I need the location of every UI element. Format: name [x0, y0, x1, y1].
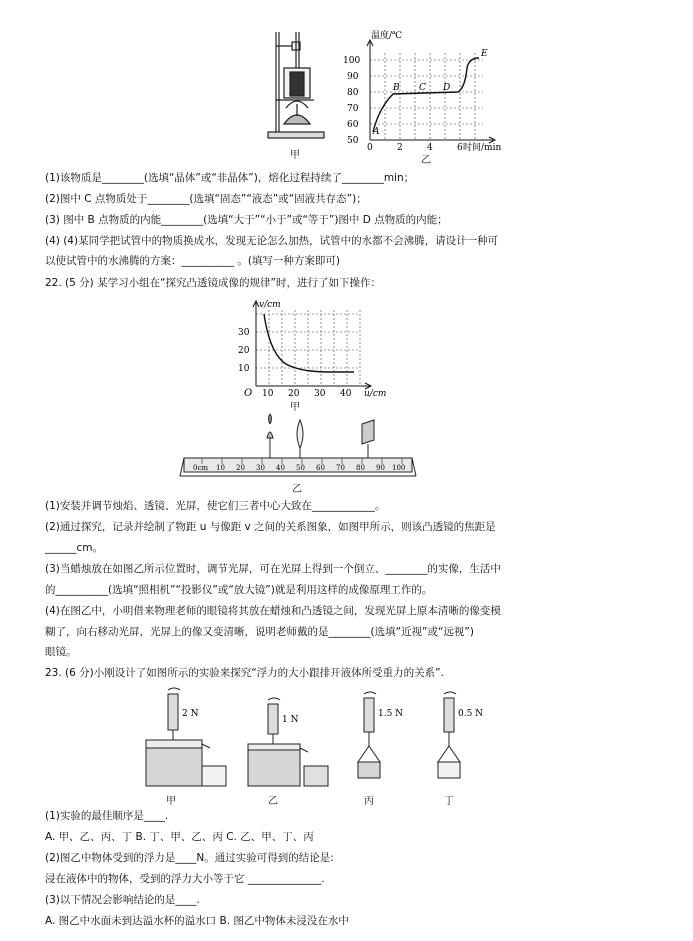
force-label-yi: 1 N	[282, 715, 299, 725]
bench-tick-0: 0cm	[193, 464, 209, 472]
fig-label-jia: 甲	[166, 796, 176, 807]
graph-label-jia: 甲	[290, 402, 300, 413]
xtick-2: 2	[397, 143, 403, 153]
temperature-graph-svg	[343, 28, 513, 153]
q23-line-4: 浸在液体中的物体，受到的浮力大小等于它 ______________.	[45, 873, 325, 885]
ytick-80: 80	[347, 88, 359, 98]
uv-graph-svg	[230, 298, 395, 400]
v-axis-label: v/cm	[259, 300, 281, 310]
ytick-100: 100	[343, 56, 361, 66]
q23-line-6: A. 图乙中水面未到达溢水杯的溢水口 B. 图乙中物体未浸没在水中	[45, 915, 349, 927]
uv-graph	[230, 298, 395, 413]
q22-line-8: 眼镜。	[45, 646, 77, 658]
q21-line-5: 以使试管中的水沸腾的方案：__________ 。(填写一种方案即可)	[45, 255, 341, 267]
time-axis-label: 时间/min	[463, 143, 502, 153]
u-tick-30: 30	[314, 389, 326, 399]
q23-line-5: (3)以下情况会影响结论的是____.	[45, 894, 200, 906]
force-label-bing: 1.5 N	[378, 709, 404, 719]
fig-label-yi: 乙	[268, 796, 278, 807]
q23-line-1: (1)实验的最佳顺序是____.	[45, 810, 169, 822]
bench-tick-10: 10	[216, 464, 225, 472]
bench-label-yi: 乙	[292, 484, 302, 495]
bench-tick-50: 50	[296, 464, 305, 472]
point-a: A	[373, 127, 380, 137]
xtick-4: 4	[427, 143, 433, 153]
bench-tick-100: 100	[392, 464, 406, 472]
q22-line-2: (2)通过探究，记录并绘制了物距 u 与像距 v 之间的关系图象，如图甲所示，则该凸透镜的焦距是	[45, 521, 496, 533]
point-b: B	[393, 83, 400, 93]
optical-bench-svg	[178, 412, 418, 482]
q22-line-5: 的__________(选填“照相机”“投影仪”或“放大镜”)就是利用这样的成像原理工作的。	[45, 584, 433, 596]
v-tick-10: 10	[238, 364, 250, 374]
v-tick-30: 30	[238, 328, 250, 338]
q22-title: 22. (5 分) 某学习小组在“探究凸透镜成像的规律”时，进行了如下操作：	[45, 277, 381, 289]
u-tick-10: 10	[262, 389, 274, 399]
xtick-6: 6	[457, 143, 463, 153]
point-d: D	[443, 83, 451, 93]
ytick-60: 60	[347, 120, 359, 130]
bench-tick-20: 20	[236, 464, 245, 472]
force-label-ding: 0.5 N	[458, 709, 484, 719]
optical-bench-figure	[178, 412, 418, 494]
point-c: C	[419, 83, 426, 93]
bench-tick-60: 60	[316, 464, 325, 472]
u-tick-20: 20	[288, 389, 300, 399]
q21-line-4: (4) (4)某同学把试管中的物质换成水，发现无论怎么加热，试管中的水都不会沸腾，请设计一种可	[45, 235, 499, 247]
bench-tick-40: 40	[276, 464, 285, 472]
q21-line-1: (1)该物质是________(选填“晶体”或“非晶体”)，熔化过程持续了________min；	[45, 172, 415, 184]
q22-line-4: (3)当蜡烛放在如图乙所示位置时，调节光屏，可在光屏上得到一个倒立、________的实像，生活中	[45, 563, 501, 575]
temperature-graph	[343, 28, 513, 166]
ytick-50: 50	[347, 136, 359, 146]
xtick-0: 0	[367, 143, 373, 153]
buoyancy-svg	[140, 686, 510, 794]
q21-line-3: (3) 图中 B 点物质的内能________(选填“大于”“小于”或“等于”)图中 D 点物质的内能；	[45, 214, 448, 226]
temperature-axis-label: 温度/℃	[371, 31, 403, 41]
figure-label-yi: 乙	[421, 155, 431, 166]
q23-title: 23. (6 分)小刚设计了如图所示的实验来探究“浮力的大小跟排开液体所受重力的关系”.	[45, 667, 444, 679]
heating-apparatus-drawing	[262, 28, 332, 158]
q22-line-7: 糊了，向右移动光屏，光屏上的像又变清晰，说明老师戴的是________(选填“近视”或“远视”)	[45, 626, 474, 638]
fig-label-bing: 丙	[364, 796, 374, 807]
bench-tick-90: 90	[376, 464, 385, 472]
fig-label-ding: 丁	[444, 796, 454, 807]
q23-line-2: A. 甲、乙、丙、丁 B. 丁、甲、乙、丙 C. 乙、甲、丁、丙	[45, 831, 314, 843]
u-axis-label: u/cm	[364, 389, 387, 399]
q21-line-2: (2)图中 C 点物质处于________(选填“固态”“液态”或“固液共存态”)；	[45, 193, 367, 205]
origin-label: O	[244, 388, 253, 399]
bench-tick-70: 70	[336, 464, 345, 472]
point-e: E	[481, 49, 488, 59]
q23-line-3: (2)图乙中物体受到的浮力是____N。通过实验可得到的结论是:	[45, 852, 334, 864]
buoyancy-figure	[140, 686, 510, 808]
q22-line-6: (4)在图乙中，小明借来物理老师的眼镜将其放在蜡烛和凸透镜之间，发现光屏上原本清晰的像变模	[45, 605, 501, 617]
q22-line-3: ______cm。	[45, 542, 104, 554]
heating-apparatus-figure	[262, 28, 332, 161]
bench-tick-80: 80	[356, 464, 365, 472]
q22-line-1: (1)安装并调节烛焰、透镜、光屏，使它们三者中心大致在____________。	[45, 500, 386, 512]
figure-label-jia: 甲	[290, 150, 300, 161]
bench-tick-30: 30	[256, 464, 265, 472]
ytick-90: 90	[347, 72, 359, 82]
v-tick-20: 20	[238, 346, 250, 356]
u-tick-40: 40	[340, 389, 352, 399]
force-label-jia: 2 N	[182, 709, 199, 719]
ytick-70: 70	[347, 104, 359, 114]
